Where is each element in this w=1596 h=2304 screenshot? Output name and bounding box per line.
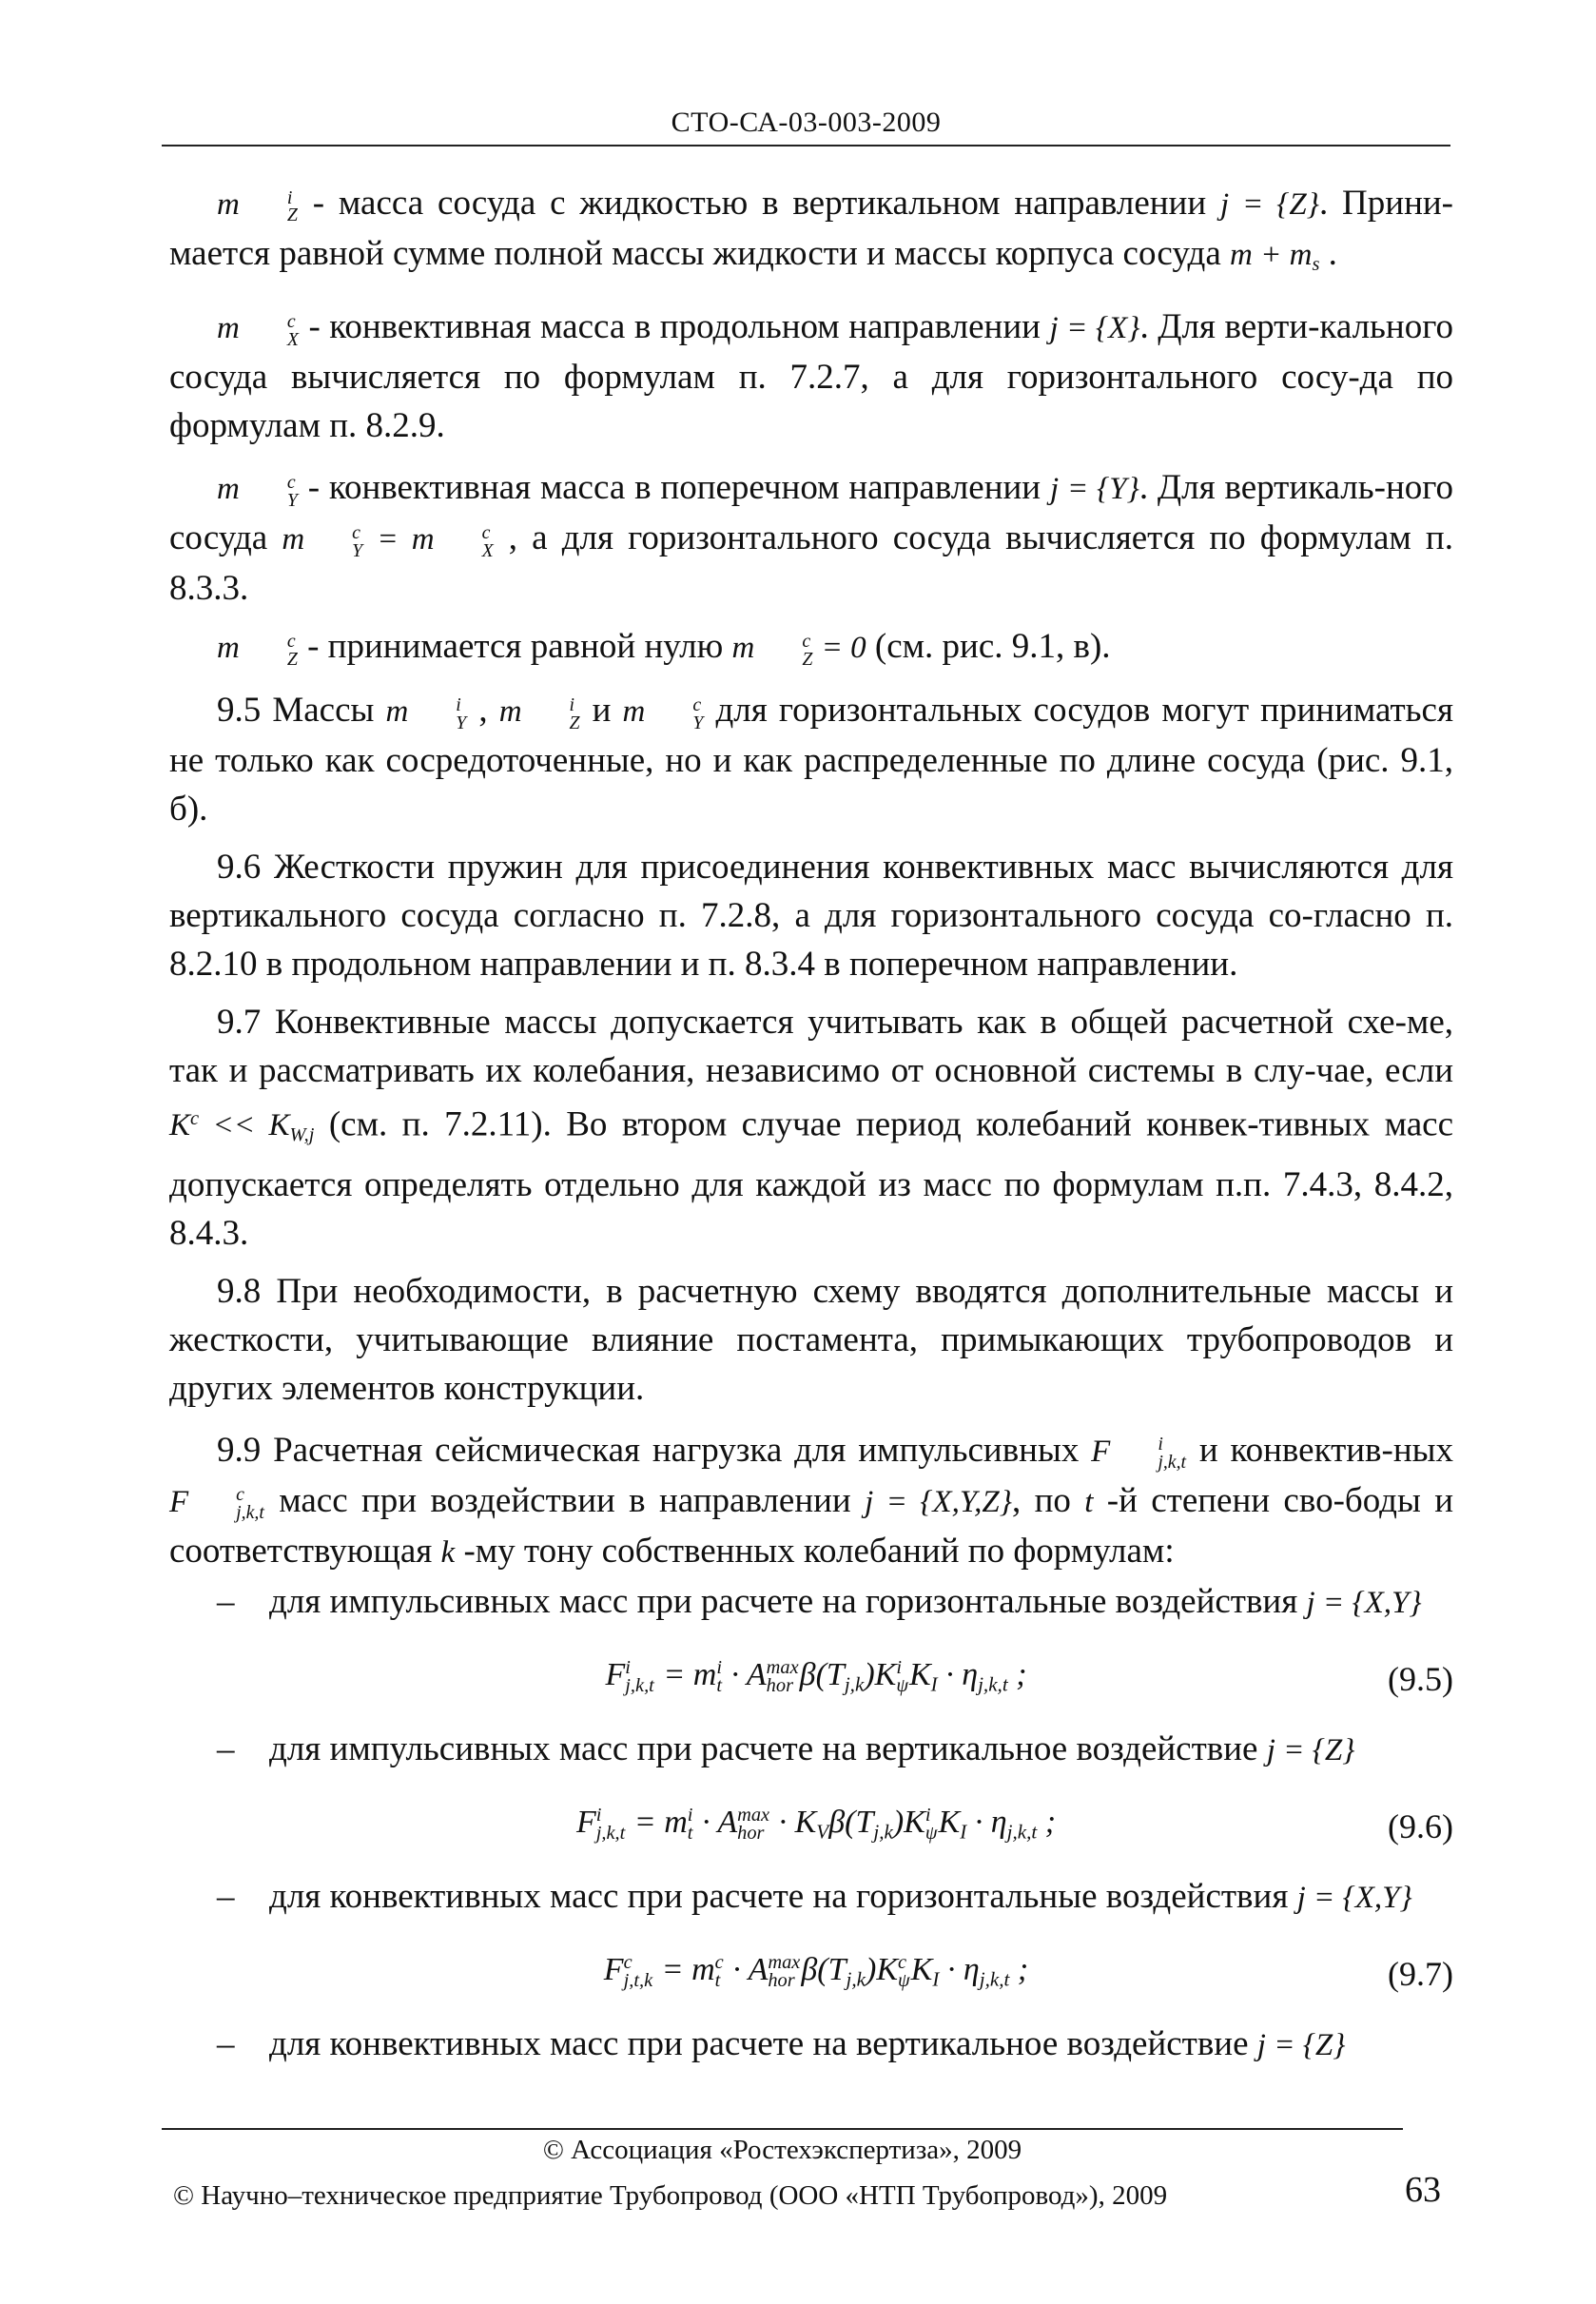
symbol-m-c-z: m c Z [217,630,298,670]
symbol-m-plus-ms: $m + m_s$ [1230,238,1320,276]
symbol-j-z-2: j = {Z} [1266,1732,1355,1767]
paragraph-mass-mz: m i Z - масса сосуда с жидкостью в вертикальном направлении j = {Z}. Прини-мается равной сумме полной массы жидкости и массы корпуса сосуда $m + m_s$ . [169,184,1453,276]
symbol-m-i-y: m i Y [385,693,467,733]
symbol-mcz-eq-0: m c Z = 0 [731,630,866,670]
paragraph-9-6: 9.6 Жесткости пружин для присоединения конвективных масс вычисляются для вертикального сосуда согласно п. 7.2.8, а для горизонтального сосуда со-гласно п. 8.2.10 в продольном направлении и п. 8.3.4 в поперечном направлении. [169,848,1453,985]
paragraph-mass-mcx: m c X - конвективная масса в продольном направлении j = {X}. Для верти-кального сосуда вычисляется по формулам п. 7.2.7, а для горизонтального сосу-да по формулам п. 8.2.9. [169,307,1453,446]
page-body [169,179,1453,2070]
formula-9-7 [169,1942,1453,2008]
symbol-j-x: j = {X} [1049,311,1140,346]
paragraph-9-7: 9.7 Конвективные массы допускается учитывать как в общей расчетной схе-ме, так и рассматривать их колебания, независимо от основной системы в слу-чае, если $K^c << K_{W,j}$ (см. п. 7.2.11). Во втором случае период колебаний конвек-тивных масс допускается определять отдельно для каждой из масс по формулам п.п. 7.4.3, 8.4.2, 8.4.3. [169,1003,1453,1253]
list-item-convective-horizontal: – для конвективных масс при расчете на горизонтальные воздействия j = {X,Y} [217,1876,1412,1916]
symbol-k: k [440,1534,456,1570]
document-code-header: СТО-СА-03-003-2009 [671,107,942,138]
symbol-j-z-3: j = {Z} [1256,2027,1346,2062]
paragraph-mass-mcy: m c Y - конвективная масса в поперечном направлении j = {Y}. Для вертикаль-ного сосуда m c Y = m c X , а для горизонтального сосуда вычисляется по формулам п. 8.3.3. [169,468,1453,609]
symbol-j-y: j = {Y} [1049,472,1139,507]
symbol-j-xy-2: j = {X,Y} [1296,1880,1412,1915]
paragraph-mass-mcz: m c Z - принимается равной нулю m c Z = 0 (см. рис. 9.1, в). [217,627,1111,670]
symbol-m-i-z: m i Z [217,186,298,226]
symbol-m-c-y-2: m c Y [622,693,704,733]
footer-company-copyright: © Научно–техническое предприятие Трубопровод (ООО «НТП Трубопровод»), 2009 [173,2180,1168,2211]
list-item-convective-vertical: – для конвективных масс при расчете на вертикальное воздействие j = {Z} [217,2023,1346,2063]
formula-9-7-number: (9.7) [1388,1955,1453,1993]
list-item-impulsive-horizontal: – для импульсивных масс при расчете на горизонтальные воздействия j = {X,Y} [217,1581,1422,1621]
symbol-f-i-jkt: F i j,k,t [1091,1434,1187,1473]
symbol-m-c-x: m c X [217,310,299,350]
formula-9-5 [169,1647,1453,1713]
symbol-j-xy: j = {X,Y} [1306,1585,1422,1620]
footer-association-copyright: © Ассоциация «Ростехэкспертиза», 2009 [542,2135,1022,2165]
paragraph-9-9: 9.9 Расчетная сейсмическая нагрузка для импульсивных F i j,k,t и конвектив-ных F c j,k,t масс при воздействии в направлении j = {X,Y,Z}, по t -й степени сво-боды и соответствующая k -му тону собственных колебаний по формулам: [169,1430,1453,1571]
symbol-j-xyz: j = {X,Y,Z} [865,1484,1012,1519]
formula-9-7-expression: F c j,t,k = m c t · A max hor $\beta(T_{j,k})K$ c ψ $K_I \cdot \eta_{j,k,t}$ ; [603,1951,1029,1992]
paragraph-9-8: 9.8 При необходимости, в расчетную схему вводятся дополнительные массы и жесткости, учитывающие влияние постамента, примыкающих трубопроводов и других элементов конструкции. [169,1271,1453,1408]
symbol-m-c-y: m c Y [217,471,298,511]
page-number: 63 [1405,2170,1441,2210]
symbol-m-i-z-2: m i Z [498,693,580,733]
formula-9-6 [169,1794,1453,1861]
formula-9-5-number: (9.5) [1388,1660,1453,1698]
symbol-j-z: j = {Z} [1220,187,1319,222]
symbol-t: t [1084,1484,1094,1519]
paragraph-9-5: 9.5 Массы m i Y , m i Z и m c Y для горизонтальных сосудов могут приниматься не только как сосредоточенные, но и как распределенные по длине сосуда (рис. 9.1, б). [169,691,1453,830]
header-divider [162,145,1450,146]
symbol-mcy-eq-mcx: m c Y = m c X [282,521,494,561]
symbol-f-c-jkt: F c j,k,t [169,1484,264,1523]
formula-9-5-expression: F i j,k,t = m i t · A max hor $\beta(T_{j,k})K$ i ψ $K_I \cdot \eta_{j,k,t}$ ; [605,1656,1027,1697]
symbol-kc-ll-kwj: $K^c << K_{W,j}$ [169,1108,315,1146]
formula-9-6-expression: F i j,k,t = m i t · A max hor · $K_V\beta(T_{j,k})K$ i ψ $K_I \cdot \eta_{j,k,t}$ ; [575,1804,1057,1845]
formula-9-6-number: (9.6) [1388,1807,1453,1845]
footer-divider [162,2128,1403,2130]
list-item-impulsive-vertical: – для импульсивных масс при расчете на вертикальное воздействие j = {Z} [217,1728,1355,1768]
